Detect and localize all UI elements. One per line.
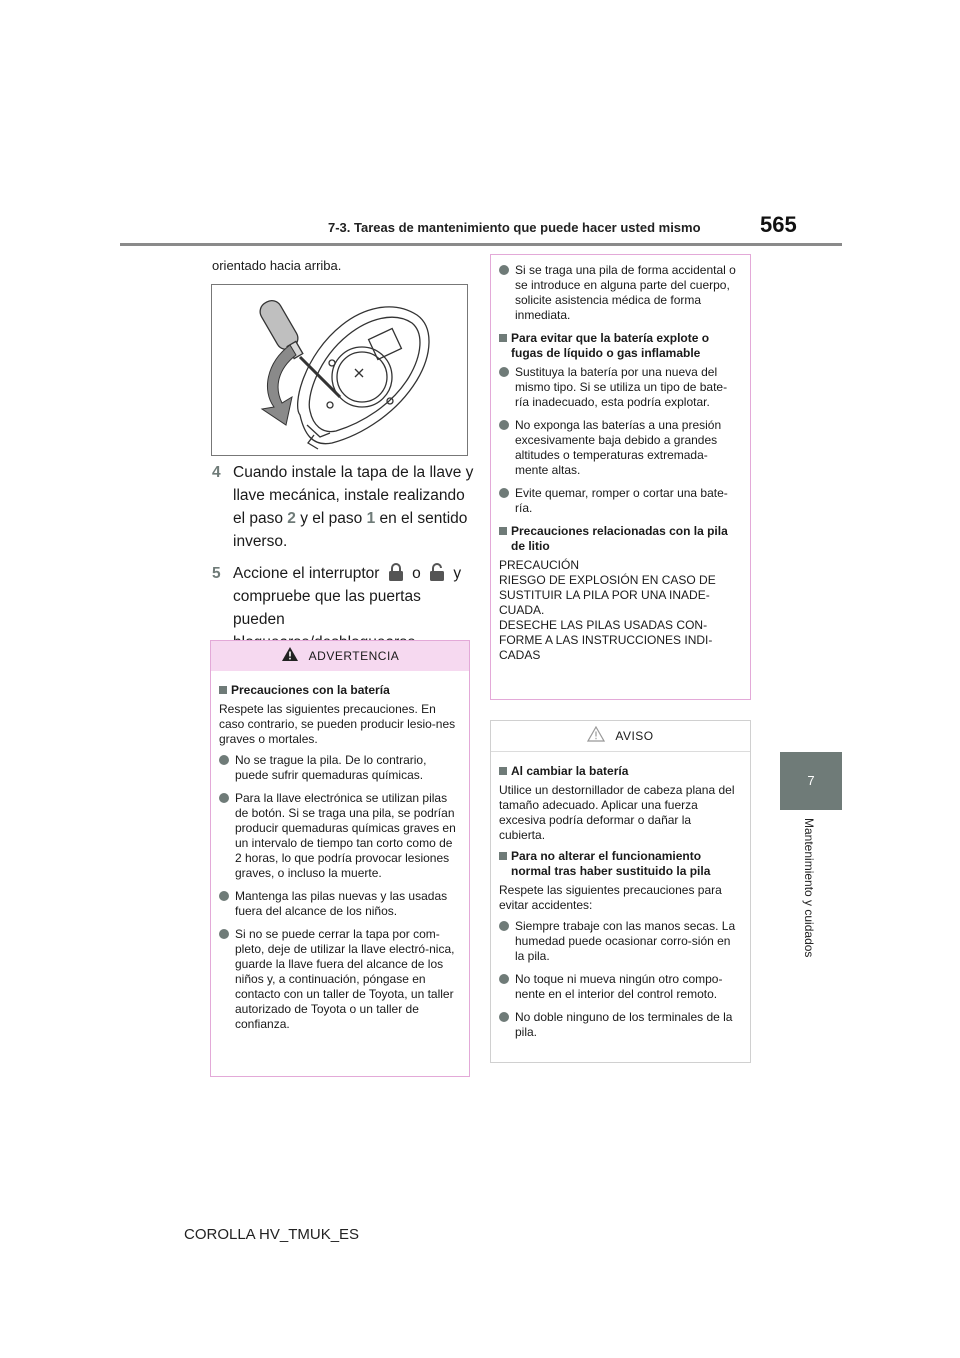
step-4-text-c: en el sentido inverso. bbox=[233, 510, 468, 550]
caution-triangle-icon bbox=[587, 726, 605, 746]
lithium-caution-text: PRECAUCIÓN RIESGO DE EXPLOSIÓN EN CASO DE SUSTITUIR LA PILA POR UNA INADE-CUADA. DESECHE LAS PILAS USADAS CON-FORME A LAS INSTRUCCIONES INDI-CADAS bbox=[499, 558, 716, 662]
chapter-number: 7 bbox=[807, 773, 815, 788]
warning-paragraph: Respete las siguientes precauciones. En caso contrario, se pueden producir lesio-nes graves o mortales. bbox=[219, 702, 456, 746]
warning-box bbox=[210, 640, 470, 1077]
warning-bullet: Mantenga las pilas nuevas y las usadas fuera del alcance de los niños. bbox=[219, 889, 459, 919]
step-5-text-a: Accione el interruptor bbox=[233, 565, 384, 582]
warning-bullet: Evite quemar, romper o cortar una bate-ría. bbox=[499, 486, 740, 516]
unlock-icon bbox=[429, 563, 445, 581]
warning-bullet: Sustituya la batería por una nueva del mismo tipo. Si se utiliza un tipo de bate-ría inadecuado, esta podría explotar. bbox=[499, 365, 740, 410]
warning-heading: Para evitar que la batería explote o fugas de líquido o gas inflamable bbox=[499, 331, 740, 361]
notice-title: AVISO bbox=[615, 728, 654, 743]
notice-bullet: No toque ni mueva ningún otro compo-nente en el interior del control remoto. bbox=[499, 972, 740, 1002]
notice-paragraph: Utilice un destornillador de cabeza plana del tamaño adecuado. Aplicar una fuerza excesiva podría deformar o dañar la cubierta. bbox=[499, 783, 735, 842]
notice-box bbox=[490, 720, 751, 1063]
chapter-tab bbox=[780, 752, 842, 810]
section-title: 7-3. Tareas de mantenimiento que puede hacer usted mismo bbox=[328, 220, 701, 235]
notice-bullet: No doble ninguno de los terminales de la pila. bbox=[499, 1010, 740, 1040]
step-5-text-c: y compruebe que las puertas pueden bbox=[233, 565, 462, 628]
notice-heading: Para no alterar el funcionamiento normal tras haber sustituido la pila bbox=[499, 849, 740, 879]
warning-box-continued bbox=[490, 254, 751, 700]
warning-heading: Precauciones relacionadas con la pila de litio bbox=[499, 524, 740, 554]
page-number: 565 bbox=[760, 212, 797, 237]
intro-text: orientado hacia arriba. bbox=[212, 258, 342, 273]
step-ref-2: 2 bbox=[287, 510, 296, 527]
chapter-label: Mantenimiento y cuidados bbox=[802, 818, 816, 958]
notice-bullet: Siempre trabaje con las manos secas. La humedad puede ocasionar corro-sión en la pila. bbox=[499, 919, 740, 964]
step-5-text-b: o bbox=[407, 565, 426, 582]
notice-heading: Al cambiar la batería bbox=[499, 764, 740, 779]
warning-bullet: Para la llave electrónica se utilizan pilas de botón. Si se traga una pila, se podrían producir quemaduras químicas graves en un intervalo de tiempo tan corto como de 2 horas, lo que podría provocar lesiones graves, o incluso la muerte. bbox=[219, 791, 459, 881]
warning-box-header bbox=[211, 641, 469, 671]
step-4-number: 4 bbox=[212, 464, 221, 481]
warning-bullet: No se trague la pila. De lo contrario, puede sufrir quemaduras químicas. bbox=[219, 753, 459, 783]
warning-triangle-icon bbox=[281, 646, 299, 666]
notice-paragraph: Respete las siguientes precauciones para evitar accidentes: bbox=[499, 883, 722, 912]
step-5-number: 5 bbox=[212, 565, 221, 582]
lock-icon bbox=[388, 563, 404, 581]
step-4-text-b: y el paso bbox=[295, 510, 367, 527]
warning-bullet: No exponga las baterías a una presión excesivamente baja debido a grandes altitudes o temperaturas extremada-mente altas. bbox=[499, 418, 740, 478]
key-battery-drawing bbox=[212, 285, 467, 455]
notice-box-header bbox=[491, 721, 750, 752]
warning-bullet: Si se traga una pila de forma accidental o se introduce en alguna parte del cuerpo, solicite asistencia médica de forma inmediata. bbox=[499, 263, 740, 323]
warning-bullet: Si no se puede cerrar la tapa por com-pleto, deje de utilizar la llave electró-nica, guarde la llave fuera del alcance de los niños y, a continuación, póngase en contacto con un taller de Toyota, un taller autorizado de Toyota o un taller de confianza. bbox=[219, 927, 459, 1032]
warning-title: ADVERTENCIA bbox=[308, 648, 400, 663]
warning-heading: Precauciones con la batería bbox=[219, 683, 459, 698]
step-4 bbox=[212, 461, 474, 553]
step-ref-1: 1 bbox=[366, 510, 376, 527]
header-rule bbox=[120, 243, 842, 246]
key-battery-illustration bbox=[211, 284, 468, 456]
step-4-text-a: Cuando instale la tapa de la llave y llave mecánica, instale realizando el paso bbox=[233, 464, 474, 527]
footer-model-code: COROLLA HV_TMUK_ES bbox=[184, 1226, 360, 1243]
